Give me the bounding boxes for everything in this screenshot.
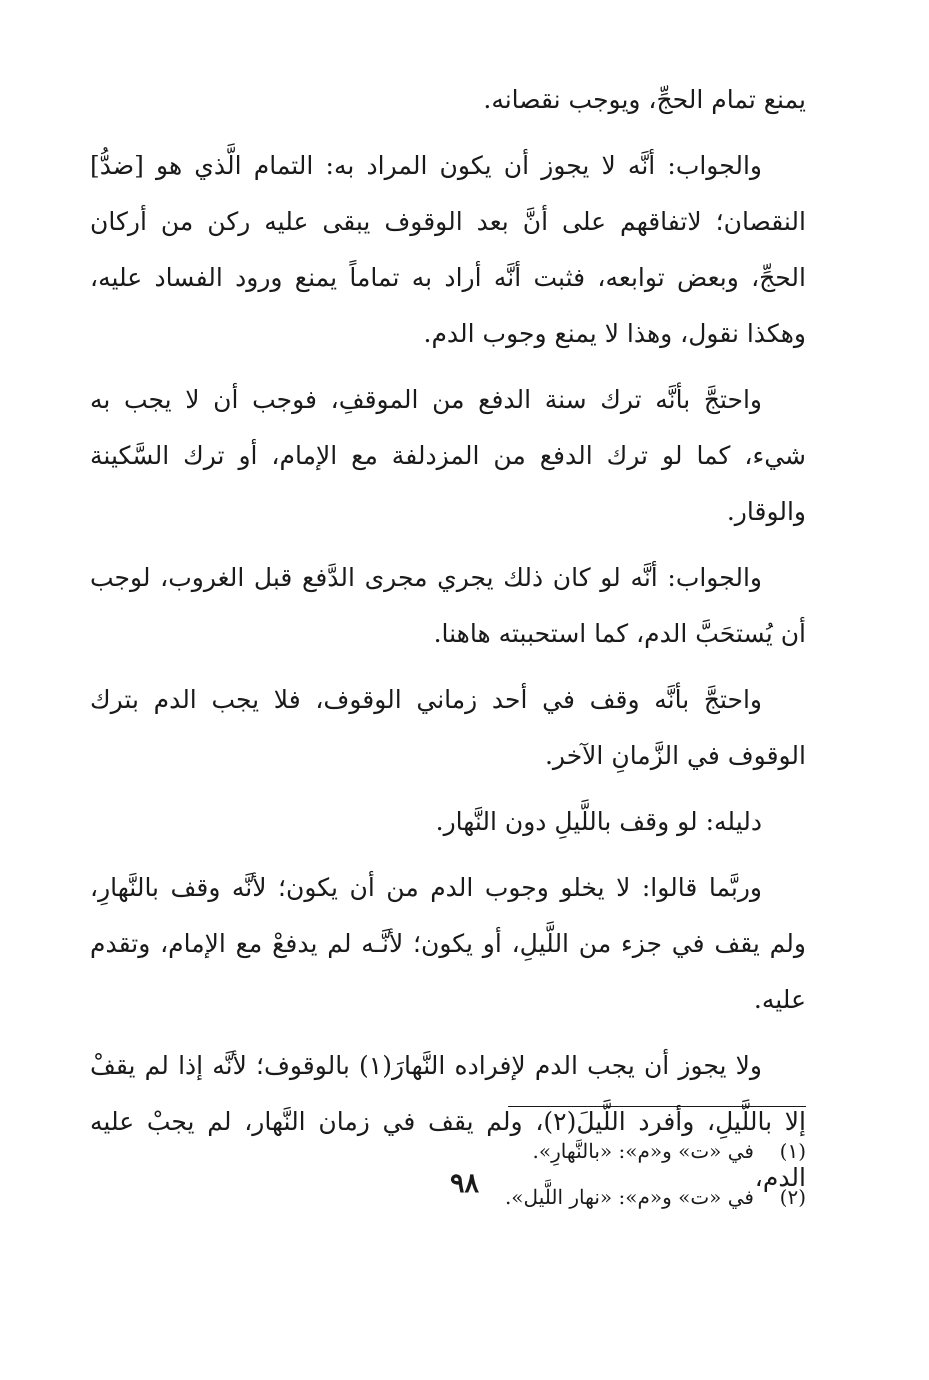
paragraph: واحتجَّ بأنَّه ترك سنة الدفع من الموقفِ، فوجب أن لا يجب به شيء، كما لو ترك الدفع من المزدلفة مع الإمام، أو ترك السَّكينة والوقار. xyxy=(90,385,806,526)
footnote-number: (١) xyxy=(779,1139,806,1163)
paragraph: والجواب: أنَّه لو كان ذلك يجري مجرى الدَّفع قبل الغروب، لوجب أن يُستحَبَّ الدم، كما استحببته هاهنا. xyxy=(90,563,806,648)
paragraph: دليله: لو وقف باللَّيلِ دون النَّهار. xyxy=(435,807,762,836)
footnote-divider xyxy=(508,1106,806,1107)
paragraph: واحتجَّ بأنَّه وقف في أحد زماني الوقوف، فلا يجب الدم بترك الوقوف في الزَّمانِ الآخر. xyxy=(90,685,806,770)
paragraph: وربَّما قالوا: لا يخلو وجوب الدم من أن يكون؛ لأنَّه وقف بالنَّهارِ، ولم يقف في جزء من اللَّيلِ، أو يكون؛ لأنَّـه لم يدفعْ مع الإمام، وتقدم عليه. xyxy=(90,873,806,1014)
paragraph: ولا يجوز أن يجب الدم لإفراده النَّهارَ(١) بالوقوف؛ لأنَّه إذا لم يقفْ إلا باللَّيلِ، وأفرد اللَّيلَ(٢)، ولم يقف في زمان النَّهار، لم يجبْ عليه الدم، xyxy=(90,1051,806,1192)
page-number: ٩٨ xyxy=(449,1168,479,1199)
footnote-text: في «ت» و«م»: «بالنَّهارِ». xyxy=(532,1139,754,1163)
footnote-text: في «ت» و«م»: «نهار اللَّيل». xyxy=(504,1185,754,1209)
paragraph: يمنع تمام الحجِّ، ويوجب نقصانه. xyxy=(483,85,806,114)
paragraph: والجواب: أنَّه لا يجوز أن يكون المراد به: التمام الَّذي هو [ضدُّ] النقصان؛ لاتفاقهم على أنَّ بعد الوقوف يبقى عليه ركن من أركان الحجِّ، وبعض توابعه، فثبت أنَّه أراد به تماماً يمنع ورود الفساد عليه، وهكذا نقول، وهذا لا يمنع وجوب الدم. xyxy=(90,151,806,348)
main-text xyxy=(90,72,806,1206)
footnote-number: (٢) xyxy=(779,1185,806,1209)
book-page xyxy=(90,72,806,1312)
